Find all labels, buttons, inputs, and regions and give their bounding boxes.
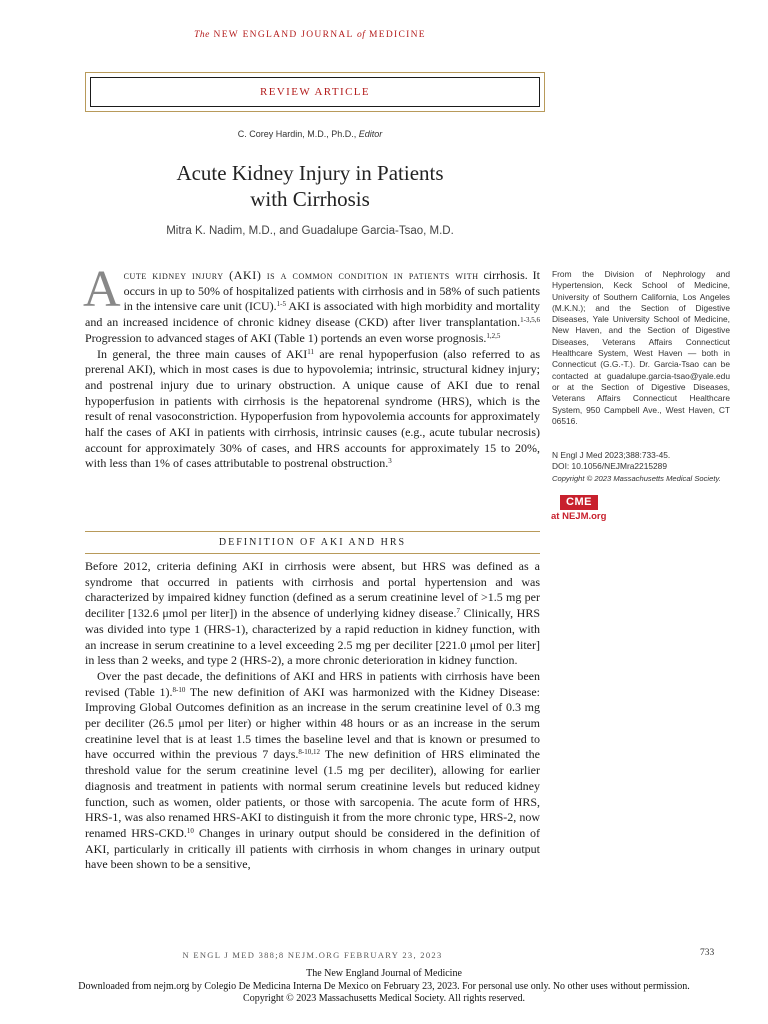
editor-name: C. Corey Hardin, M.D., Ph.D., [237,129,359,139]
reference-marker: 1,2,5 [486,331,501,340]
running-footer: N ENGL J MED 388;8 NEJM.ORG FEBRUARY 23, 2023 [182,950,443,960]
editor-role: Editor [358,129,383,139]
intro-text: In general, the three main causes of AKI [97,346,308,361]
definition-paragraph-2 [85,669,540,873]
reference-marker: 1-3,5,6 [520,316,540,325]
intro-text: AKI is associated with high morbidity and mortality and an increased incidence of chronic kidney disease (CKD) after liver transplantation. [85,299,540,330]
review-article-banner [85,72,545,112]
journal-name: NEW ENGLAND JOURNAL [213,30,354,40]
download-notice [0,968,768,1006]
intro-section [83,261,540,472]
journal-prefix: The [194,30,210,40]
reference-marker: 3 [388,457,392,466]
reference-marker: 7 [456,607,460,616]
definition-section [85,559,540,873]
download-permission-line: Downloaded from nejm.org by Colegio De Medicina Interna De Mexico on February 23, 2023. For personal use only. No other uses without permission. [78,980,690,992]
body-text: The new definition of AKI was harmonized with the Kidney Disease: Improving Global Outcomes definition as an increase in the serum creatinine level of 0.3 mg per deciliter (26.5 μmol per liter) or higher within 48 hours or as an increase in the serum creatinine level that is at least 1.5 times the baseline level and that is known or presumed to have occurred within the previous 7 days. [85,684,541,762]
copyright-note: Copyright © 2023 Massachusetts Medical Society. [552,473,721,483]
reference-marker: 1-5 [276,300,286,309]
drop-cap: A [83,261,121,318]
body-text: Before 2012, criteria defining AKI in cirrhosis were absent, but HRS was defined as a syndrome that occurred in patients with cirrhosis and portal hypertension and was characterized by impaired kidney function (defined as a serum creatinine level of >1.5 mg per deciliter [132.6 μmol per liter]) in the absence of underlying kidney disease. [85,559,540,621]
reference-marker: 8-10 [172,685,186,694]
journal-header [0,30,620,40]
intro-text: cirrhosis. It occurs in up to 50% of hospitalized patients with cirrhosis and in 58% of such patients in the intensive care unit (ICU). [123,268,540,314]
definition-paragraph-1 [85,559,540,669]
review-article-label: REVIEW ARTICLE [259,86,371,98]
intro-paragraph-1 [83,261,540,347]
title-line-2: with Cirrhosis [250,187,370,211]
section-heading: DEFINITION OF AKI AND HRS [218,537,407,548]
cme-badge[interactable]: CME [560,495,598,510]
intro-lead: cute kidney injury (AKI) is a common condition in patients with [123,268,479,282]
editor-line [0,129,620,139]
authors: Mitra K. Nadim, M.D., and Guadalupe Garcia-Tsao, M.D. [166,225,454,237]
body-text: Changes in urinary output should be considered in the definition of AKI, particularly in critically ill patients with cirrhosis in whom changes in urinary output have been shown to be a sensitive, [85,825,541,872]
reference-marker: 8-10,12 [298,748,320,757]
download-copyright-line: Copyright © 2023 Massachusetts Medical Society. All rights reserved. [243,993,525,1004]
journal-of: of [356,30,366,40]
section-divider-bottom [85,553,540,554]
title-line-1: Acute Kidney Injury in Patients [176,161,444,185]
body-text: Clinically, HRS was divided into type 1 (HRS-1), characterized by a rapid reduction in kidney function, with an increase in serum creatinine to a level exceeding 2.5 mg per deciliter [221.0 μmol per liter] in less than 2 weeks, and type 2 (HRS-2), a more chronic deterioration in kidney function. [85,606,540,668]
body-text: Over the past decade, the definitions of AKI and HRS in patients with cirrhosis have been revised (Table 1). [85,668,540,699]
page-number: 733 [700,948,715,958]
doi-link[interactable]: DOI: 10.1056/NEJMra2215289 [552,461,667,472]
intro-paragraph-2 [85,347,540,473]
body-text: The new definition of HRS eliminated the threshold value for the serum creatinine level (1.5 mg per deciliter), allowing for earlier diagnosis and treatment in patients with normal serum creatinine levels but reduced kidney function, such as women, older patients, or those with sarcopenia. The acute form of HRS, HRS-1, was also renamed HRS-AKI to distinguish it from the more chronic type, HRS-2, now renamed HRS-CKD. [85,747,540,840]
citation-block [552,450,730,484]
intro-text: are renal hypoperfusion (also referred to as prerenal AKI), which in most cases is due to hypovolemia; intrinsic, structural kidney injury; and postrenal injury due to urinary obstruction. A unique cause of AKI due to renal hypoperfusion in patients with cirrhosis is the hepatorenal syndrome (HRS), which is the result of renal vasoconstriction. Hypoperfusion from hypovolemia accounts for approximately half the cases of AKI in patients with cirrhosis, intrinsic causes (e.g., acute tubular necrosis) account for approximately 30% of cases, and HRS accounts for approximately 15 to 20%, with less than 1% of cases attributable to postrenal obstruction. [85,346,540,471]
citation: N Engl J Med 2023;388:733-45. [552,450,671,460]
download-journal-line: The New England Journal of Medicine [306,968,462,979]
journal-name-end: MEDICINE [369,30,426,40]
affiliation-note: From the Division of Nephrology and Hypertension, Keck School of Medicine, University of Southern California, Los Angeles (M.K.N.); and the Section of Digestive Diseases, Yale University School of Medicine, New Haven, and the Section of Digestive Diseases, Veterans Affairs Connecticut Healthcare System, West Haven — both in Connecticut (G.G.-T.). Dr. Garcia-Tsao can be contacted at guadalupe.garcia-tsao@yale.edu or at the Section of Digestive Diseases, Veterans Affairs Connecticut Healthcare System, 950 Campbell Ave., West Haven, CT 06516. [552,269,730,426]
section-divider-top [85,531,540,532]
cme-link[interactable]: at NEJM.org [551,511,607,522]
reference-marker: 10 [186,826,194,835]
reference-marker: 11 [307,347,315,356]
intro-text: Progression to advanced stages of AKI (Table 1) portends an even worse prognosis. [85,330,487,345]
article-title [0,160,620,212]
